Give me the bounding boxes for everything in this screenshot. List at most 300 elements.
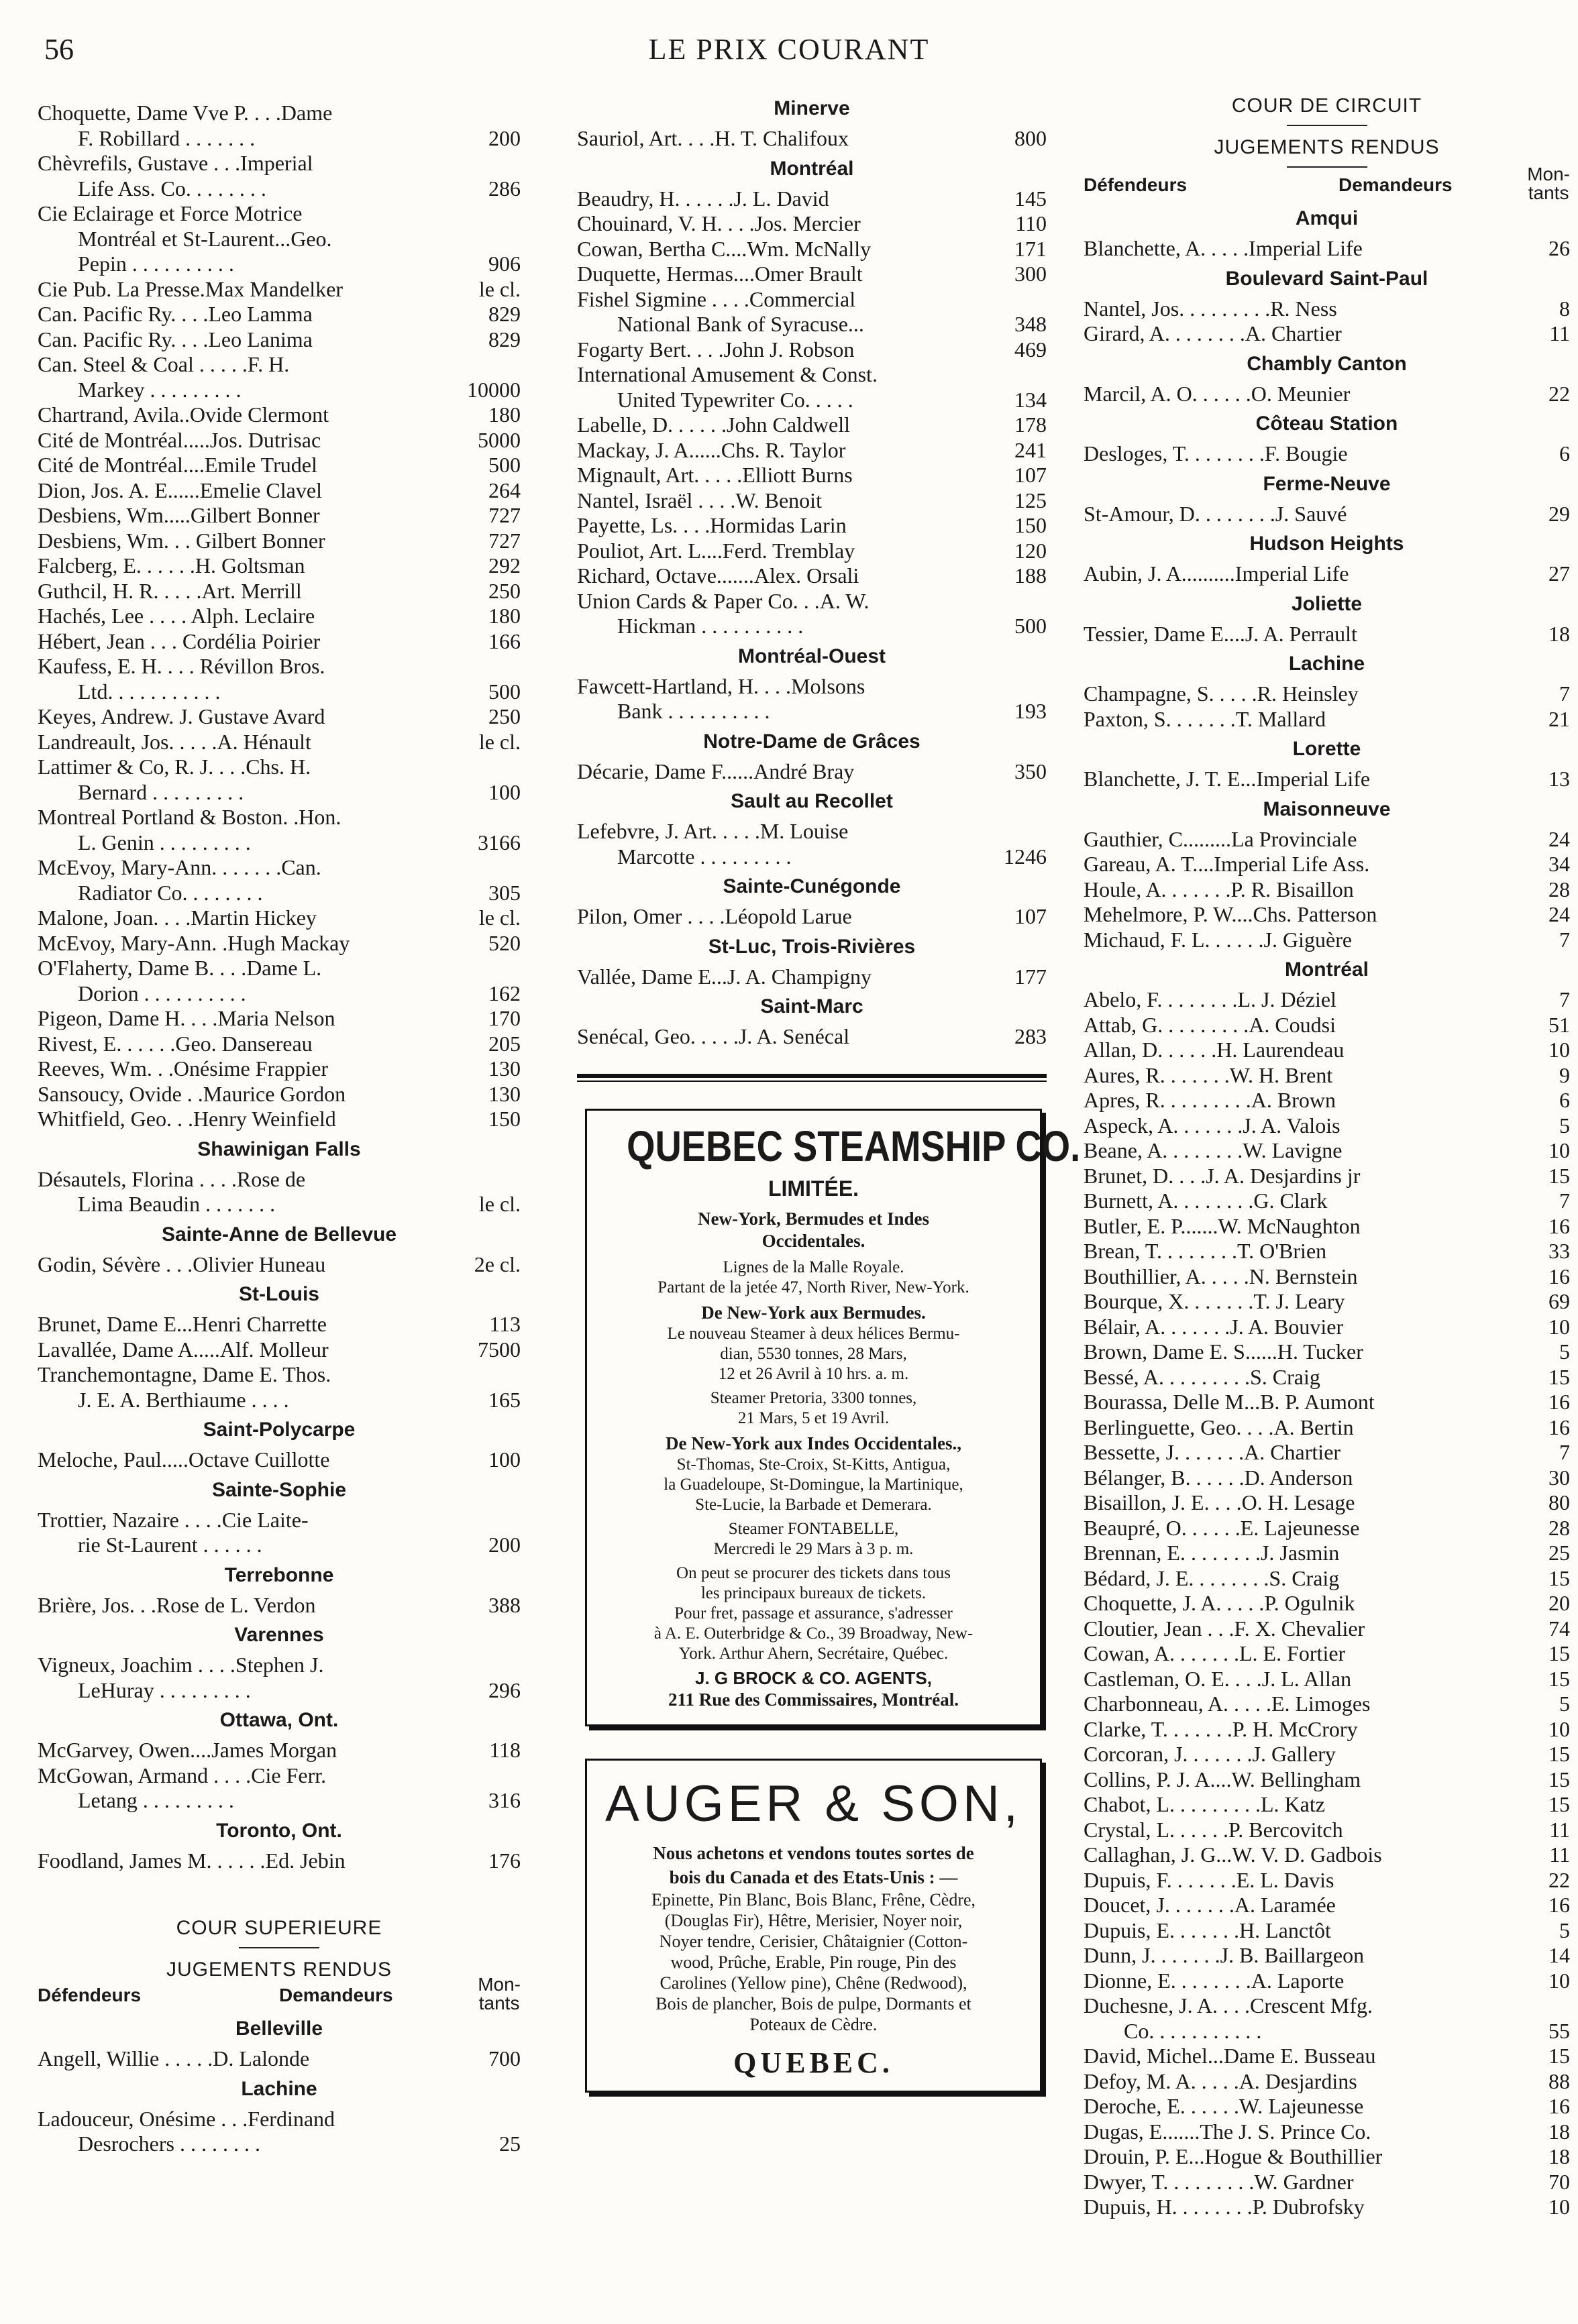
section-heading: Sainte-Anne de Bellevue [161, 1223, 397, 1246]
judgment-row [1084, 1969, 1570, 1994]
ad-line: 12 et 26 Avril à 10 hrs. a. m. [718, 1364, 909, 1383]
parties-text: O'Flaherty, Dame B. . . .Dame L. [38, 956, 322, 980]
amount: 5 [1559, 1339, 1570, 1364]
judgment-row [577, 844, 1047, 870]
parties-text: Life Ass. Co. . . . . . . . [78, 176, 266, 201]
parties-text: Guthcil, H. R. . . . .Art. Merrill [38, 578, 302, 603]
header-plaintiffs: Demandeurs [1338, 174, 1453, 195]
judgment-list [38, 1508, 521, 1558]
parties-text: Clarke, T. . . . . . .P. H. McCrory [1084, 1716, 1358, 1741]
ad-line: Steamer Pretoria, 3300 tonnes, [710, 1388, 917, 1407]
judgment-row [1084, 441, 1570, 467]
ad-line: Carolines (Yellow pine), Chêne (Redwood), [660, 1973, 967, 1993]
amount: 18 [1548, 2144, 1570, 2168]
judgment-list [1084, 681, 1570, 732]
judgment-row [38, 503, 521, 529]
amount: 27 [1548, 561, 1570, 586]
section-heading: Montréal-Ouest [737, 645, 886, 667]
judgment-row [1084, 1013, 1570, 1038]
judgment-row [38, 931, 521, 956]
parties-text: Dion, Jos. A. E......Emelie Clavel [38, 478, 322, 502]
judgment-row [38, 805, 521, 830]
parties-text: Bourassa, Delle M...B. P. Aumont [1084, 1390, 1375, 1414]
parties-text: Payette, Ls. . . .Hormidas Larin [577, 513, 847, 537]
judgment-row [577, 964, 1047, 990]
judgment-row [577, 904, 1047, 930]
judgment-row [1084, 2069, 1570, 2095]
parties-text: Dorion . . . . . . . . . . [78, 981, 246, 1005]
parties-text: Chabot, L. . . . . . . . .L. Katz [1084, 1792, 1325, 1816]
amount: 829 [488, 327, 521, 351]
amount: 107 [1014, 904, 1047, 928]
judgment-row [38, 780, 521, 806]
judgment-row [38, 553, 521, 579]
parties-text: Gauthier, C.........La Provinciale [1084, 826, 1357, 851]
section-heading: Sainte-Cunégonde [723, 875, 901, 897]
judgment-row [1084, 1339, 1570, 1365]
amount: 5 [1559, 1113, 1570, 1138]
amount: 74 [1548, 1616, 1570, 1641]
ad-line: dian, 5530 tonnes, 28 Mars, [720, 1344, 907, 1363]
judgment-row [38, 453, 521, 478]
judgment-row [1084, 382, 1570, 407]
judgment-row [38, 1006, 521, 1032]
ad-line: Noyer tendre, Cerisier, Châtaignier (Cotton- [659, 1931, 968, 1951]
section-heading: Montréal [770, 157, 854, 180]
judgment-row [1084, 1113, 1570, 1139]
amount: 350 [1014, 759, 1047, 783]
amount: 10 [1548, 1038, 1570, 1062]
title-rule [1287, 125, 1367, 126]
judgment-row [1084, 1868, 1570, 1893]
judgments-title: JUGEMENTS RENDUS [1214, 136, 1440, 158]
judgment-list [1084, 441, 1570, 467]
amount: 6 [1559, 1088, 1570, 1112]
parties-text: rie St-Laurent . . . . . . [78, 1533, 262, 1557]
judgment-row [577, 337, 1047, 363]
amount: 110 [1015, 211, 1047, 235]
amount: 16 [1548, 1390, 1570, 1414]
amount: 8 [1559, 296, 1570, 321]
judgment-row [577, 211, 1047, 237]
judgment-row [38, 1447, 521, 1473]
judgment-row [1084, 1717, 1570, 1742]
parties-text: Lattimer & Co, R. J. . . .Chs. H. [38, 755, 311, 779]
parties-text: Décarie, Dame F......André Bray [577, 759, 855, 783]
parties-text: St-Amour, D. . . . . . . .J. Sauvé [1084, 501, 1347, 526]
amount: 15 [1548, 1565, 1570, 1590]
header-amounts-line1: Mon- [478, 1974, 521, 1995]
ad-title: QUEBEC STEAMSHIP CO. [627, 1121, 1081, 1170]
amount: 88 [1548, 2068, 1570, 2093]
amount: 15 [1548, 1364, 1570, 1389]
parties-text: Mehelmore, P. W....Chs. Patterson [1084, 902, 1377, 926]
amount: 1246 [1004, 844, 1047, 869]
section-heading: St-Luc, Trois-Rivières [708, 935, 916, 958]
judgment-row [1084, 1063, 1570, 1089]
judgment-row [577, 614, 1047, 639]
section-heading: Ferme-Neuve [1263, 472, 1391, 495]
parties-text: Castleman, O. E. . . .J. L. Allan [1084, 1666, 1352, 1691]
amount: le cl. [478, 276, 521, 301]
amount: 180 [488, 604, 521, 628]
judgment-list [38, 2107, 521, 2157]
amount: 15 [1548, 2044, 1570, 2068]
header-amounts-line1: Mon- [1527, 164, 1570, 184]
amount: 24 [1548, 826, 1570, 851]
amount: 250 [488, 704, 521, 728]
ad-title: AUGER & SON, [605, 1775, 1022, 1832]
judgment-list [38, 1167, 521, 1217]
parties-text: Cloutier, Jean . . .F. X. Chevalier [1084, 1616, 1365, 1641]
judgment-row [38, 1362, 521, 1388]
parties-text: Foodland, James M. . . . . .Ed. Jebin [38, 1848, 346, 1873]
judgment-row [38, 1763, 521, 1789]
amount: 30 [1548, 1465, 1570, 1490]
amount: 145 [1014, 186, 1047, 211]
section-heading: Boulevard Saint-Paul [1225, 267, 1428, 290]
judgment-row [1084, 1566, 1570, 1592]
section-heading: Chambly Canton [1247, 352, 1407, 375]
judgment-row [38, 1848, 521, 1874]
parties-text: Abelo, F. . . . . . . .L. J. Déziel [1084, 987, 1336, 1011]
amount: 28 [1548, 1515, 1570, 1540]
judgment-row [1084, 1616, 1570, 1642]
parties-text: Michaud, F. L. . . . . .J. Giguère [1084, 927, 1353, 952]
judgment-row [38, 201, 521, 227]
parties-text: Bernard . . . . . . . . . [78, 779, 244, 804]
table-header [1084, 164, 1570, 203]
amount: 6 [1559, 441, 1570, 465]
amount: 10000 [467, 377, 521, 402]
parties-text: McEvoy, Mary-Ann. . . . . . .Can. [38, 855, 321, 879]
judgment-list [1084, 382, 1570, 407]
judgment-row [1084, 1490, 1570, 1516]
parties-text: Dunn, J. . . . . . .J. B. Baillargeon [1084, 1943, 1365, 1967]
table-header [38, 1974, 521, 2013]
parties-text: Bélanger, B. . . . . .D. Anderson [1084, 1465, 1353, 1490]
column-middle [577, 97, 1081, 2093]
parties-text: Sansoucy, Ovide . .Maurice Gordon [38, 1081, 346, 1106]
judgment-row [38, 2132, 521, 2157]
judgment-list [1084, 987, 1570, 2220]
ad-line: Le nouveau Steamer à deux hélices Bermu- [667, 1324, 960, 1343]
amount: 906 [488, 252, 521, 276]
parties-text: Apres, R. . . . . . . . .A. Brown [1084, 1088, 1336, 1112]
judgment-list [38, 101, 521, 1132]
parties-text: Dionne, E. . . . . . . .A. Laporte [1084, 1968, 1345, 1993]
amount: 70 [1548, 2169, 1570, 2194]
parties-text: Hachés, Lee . . . . Alph. Leclaire [38, 604, 315, 628]
parties-text: Beaudry, H. . . . . .J. L. David [577, 186, 829, 211]
parties-text: Blanchette, J. T. E...Imperial Life [1084, 767, 1371, 791]
parties-text: National Bank of Syracuse... [617, 312, 864, 336]
judgment-row [38, 126, 521, 152]
parties-text: Pigeon, Dame H. . . .Maria Nelson [38, 1006, 335, 1030]
judgment-row [38, 956, 521, 981]
section-heading: St-Louis [239, 1283, 319, 1305]
judgment-row [1084, 681, 1570, 707]
amount: 16 [1548, 1893, 1570, 1917]
parties-text: McGarvey, Owen....James Morgan [38, 1738, 337, 1762]
amount: 171 [1014, 236, 1047, 261]
amount: 22 [1548, 1867, 1570, 1892]
judgment-row [38, 604, 521, 629]
judgment-row [1084, 877, 1570, 903]
page-title: LE PRIX COURANT [648, 33, 930, 66]
parties-text: Aures, R. . . . . . .W. H. Brent [1084, 1062, 1333, 1087]
judgment-row [38, 428, 521, 453]
amount: 25 [499, 2132, 521, 2156]
judgment-row [1084, 1842, 1570, 1868]
section-heading: Shawinigan Falls [197, 1138, 361, 1160]
parties-text: Kaufess, E. H. . . . Révillon Bros. [38, 654, 325, 678]
judgment-row [38, 2046, 521, 2072]
parties-text: Hickman . . . . . . . . . . [617, 614, 804, 638]
parties-text: Dupuis, H. . . . . . . .P. Dubrofsky [1084, 2195, 1365, 2219]
judgment-row [1084, 236, 1570, 262]
amount: 16 [1548, 1415, 1570, 1439]
parties-text: Reeves, Wm. . .Onésime Frappier [38, 1056, 329, 1081]
ad-line: Bois de plancher, Bois de pulpe, Dormants et [655, 1993, 971, 2013]
parties-text: Brunet, Dame E...Henri Charrette [38, 1312, 327, 1336]
amount: 11 [1549, 321, 1570, 345]
parties-text: F. Robillard . . . . . . . [78, 125, 256, 150]
judgment-list [38, 1738, 521, 1814]
amount: 13 [1548, 767, 1570, 791]
judgment-row [38, 755, 521, 780]
judgment-row [38, 402, 521, 428]
parties-text: Montreal Portland & Boston. .Hon. [38, 805, 341, 829]
amount: 388 [488, 1592, 521, 1617]
parties-text: Can. Pacific Ry. . . .Leo Lanima [38, 327, 313, 351]
amount: 100 [488, 1447, 521, 1472]
ad-line: Pour fret, passage et assurance, s'adresser [674, 1604, 953, 1622]
ad-line: De New-York aux Indes Occidentales., [666, 1433, 961, 1453]
parties-text: Drouin, P. E...Hogue & Bouthillier [1084, 2144, 1383, 2168]
parties-text: J. E. A. Berthiaume . . . . [78, 1387, 289, 1412]
parties-text: Doucet, J. . . . . . .A. Laramée [1084, 1893, 1336, 1917]
judgment-row [1084, 1239, 1570, 1264]
amount: 134 [1014, 387, 1047, 412]
section-heading: Sault au Recollet [731, 790, 893, 812]
judgment-list [38, 1312, 521, 1413]
parties-text: Charbonneau, A. . . . .E. Limoges [1084, 1692, 1371, 1716]
advertisement-auger-son [585, 1759, 1042, 2093]
section-heading: Joliette [1291, 592, 1363, 615]
header-amounts-line2: tants [1528, 182, 1569, 203]
section-heading: Minerve [774, 97, 850, 119]
parties-text: Fogarty Bert. . . .John J. Robson [577, 337, 855, 362]
judgment-list [577, 186, 1047, 639]
parties-text: International Amusement & Const. [577, 362, 878, 386]
header-defendants: Défendeurs [38, 1985, 142, 2005]
judgment-row [577, 589, 1047, 614]
parties-text: Co. . . . . . . . . . . [1124, 2018, 1262, 2043]
ad-city: QUEBEC. [733, 2046, 894, 2079]
judgment-row [1084, 1943, 1570, 1969]
judgment-row [1084, 2170, 1570, 2195]
judgment-row [1084, 1893, 1570, 1918]
judgment-row [1084, 1818, 1570, 1843]
judgment-row [1084, 2044, 1570, 2069]
amount: 51 [1548, 1012, 1570, 1037]
judgment-row [38, 905, 521, 931]
parties-text: Choquette, J. A. . . . .P. Ogulnik [1084, 1591, 1355, 1615]
amount: 10 [1548, 1968, 1570, 1993]
ad-line: bois du Canada et des Etats-Unis : — [669, 1867, 958, 1887]
parties-text: Bessé, A. . . . . . . . .S. Craig [1084, 1364, 1320, 1389]
parties-text: Bédard, J. E. . . . . . . .S. Craig [1084, 1565, 1340, 1590]
judgment-list [577, 904, 1047, 930]
judgment-row [1084, 1214, 1570, 1239]
section-heading: Lachine [1288, 653, 1365, 675]
judgment-row [1084, 1365, 1570, 1390]
parties-text: Malone, Joan. . . .Martin Hickey [38, 905, 317, 930]
judgment-list [38, 1593, 521, 1618]
amount: 241 [1014, 437, 1047, 462]
ad-line: Mercredi le 29 Mars à 3 p. m. [713, 1539, 914, 1558]
parties-text: Berlinguette, Geo. . . .A. Bertin [1084, 1415, 1354, 1439]
amount: 500 [1014, 614, 1047, 638]
amount: 150 [488, 1107, 521, 1131]
amount: 130 [488, 1056, 521, 1081]
parties-text: Markey . . . . . . . . . [78, 377, 242, 402]
amount: 5 [1559, 1692, 1570, 1716]
judgment-list [1084, 622, 1570, 647]
amount: 7 [1559, 987, 1570, 1011]
amount: le cl. [478, 729, 521, 754]
judgment-row [577, 186, 1047, 212]
amount: 10 [1548, 1138, 1570, 1162]
amount: 286 [488, 176, 521, 201]
parties-text: Aubin, J. A..........Imperial Life [1084, 561, 1349, 586]
ad-line: Lignes de la Malle Royale. [723, 1258, 904, 1276]
amount: 7 [1559, 1440, 1570, 1464]
parties-text: Radiator Co. . . . . . . . [78, 880, 263, 905]
parties-text: David, Michel...Dame E. Busseau [1084, 2044, 1376, 2068]
parties-text: Tessier, Dame E....J. A. Perrault [1084, 621, 1357, 646]
amount: 193 [1014, 699, 1047, 723]
judgment-list [38, 1252, 521, 1278]
ad-line: De New-York aux Bermudes. [701, 1302, 926, 1323]
amount: 150 [1014, 513, 1047, 537]
amount: 800 [1014, 126, 1047, 150]
amount: 305 [488, 880, 521, 905]
parties-text: Trottier, Nazaire . . . .Cie Laite- [38, 1507, 309, 1532]
amount: 180 [488, 402, 521, 427]
judgment-row [38, 1192, 521, 1217]
parties-text: Bisaillon, J. E. . . .O. H. Lesage [1084, 1490, 1355, 1514]
judgment-row [577, 287, 1047, 313]
parties-text: Desbiens, Wm. . . Gilbert Bonner [38, 528, 325, 553]
court-title: COUR DE CIRCUIT [1231, 95, 1422, 117]
judgment-row [577, 759, 1047, 785]
section-heading: Lorette [1292, 738, 1361, 760]
amount: 107 [1014, 463, 1047, 487]
parties-text: Lavallée, Dame A.....Alf. Molleur [38, 1337, 329, 1362]
parties-text: Desbiens, Wm.....Gilbert Bonner [38, 503, 320, 527]
amount: 264 [488, 478, 521, 502]
judgments-title: JUGEMENTS RENDUS [166, 1958, 392, 1981]
amount: 469 [1014, 337, 1047, 362]
parties-text: Bourque, X. . . . . . .T. J. Leary [1084, 1289, 1345, 1313]
parties-text: Pepin . . . . . . . . . . [78, 252, 234, 276]
section-heading: Varennes [234, 1624, 324, 1646]
amount: 113 [489, 1312, 521, 1336]
parties-text: Angell, Willie . . . . .D. Lalonde [38, 2046, 310, 2070]
judgment-row [1084, 1516, 1570, 1541]
parties-text: Gareau, A. T....Imperial Life Ass. [1084, 852, 1370, 876]
parties-text: Desrochers . . . . . . . . [78, 2132, 260, 2156]
amount: 10 [1548, 2195, 1570, 2219]
parties-text: Butler, E. P.......W. McNaughton [1084, 1213, 1361, 1238]
judgment-row [1084, 502, 1570, 527]
parties-text: Keyes, Andrew. J. Gustave Avard [38, 704, 325, 728]
judgment-row [38, 679, 521, 705]
amount: 15 [1548, 1641, 1570, 1665]
section-heading: Toronto, Ont. [216, 1819, 342, 1842]
amount: 18 [1548, 621, 1570, 646]
amount: 15 [1548, 1742, 1570, 1766]
parties-text: Duquette, Hermas....Omer Brault [577, 262, 863, 286]
amount: 7500 [478, 1337, 521, 1362]
parties-text: Cie Pub. La Presse.Max Mandelker [38, 276, 344, 301]
judgment-row [38, 327, 521, 353]
header-plaintiffs: Demandeurs [279, 1985, 393, 2005]
judgment-row [38, 1312, 521, 1337]
amount: 118 [489, 1738, 521, 1762]
parties-text: Chouinard, V. H. . . .Jos. Mercier [577, 211, 861, 235]
ad-line: la Guadeloupe, St-Domingue, la Martinique, [664, 1475, 963, 1494]
judgment-row [1084, 2195, 1570, 2220]
judgment-row [38, 1788, 521, 1814]
judgment-row [577, 237, 1047, 262]
parties-text: Dupuis, E. . . . . . .H. Lanctôt [1084, 1918, 1331, 1942]
amount: 21 [1548, 706, 1570, 731]
judgment-row [1084, 1742, 1570, 1767]
judgment-row [38, 1056, 521, 1082]
parties-text: Deroche, E. . . . . .W. Lajeunesse [1084, 2094, 1364, 2118]
ad-line: Epinette, Pin Blanc, Bois Blanc, Frêne, Cèdre, [651, 1889, 976, 1910]
amount: 34 [1548, 852, 1570, 876]
judgment-row [577, 412, 1047, 438]
ad-line: (Douglas Fir), Hêtre, Merisier, Noyer noir, [664, 1910, 963, 1930]
court-title: COUR SUPERIEURE [176, 1917, 382, 1939]
judgment-row [577, 463, 1047, 488]
judgment-row [38, 352, 521, 378]
section-heading: Terrebonne [224, 1563, 334, 1586]
judgment-list [38, 1447, 521, 1473]
amount: 2e cl. [474, 1252, 521, 1276]
amount: 24 [1548, 902, 1570, 926]
parties-text: Fawcett-Hartland, H. . . .Molsons [577, 673, 865, 698]
judgment-row [1084, 1164, 1570, 1189]
judgment-row [38, 2107, 521, 2132]
amount: 120 [1014, 538, 1047, 563]
judgment-row [1084, 1138, 1570, 1164]
amount: 727 [488, 528, 521, 553]
parties-text: Brean, T. . . . . . . .T. O'Brien [1084, 1239, 1327, 1263]
parties-text: Beane, A. . . . . . . .W. Lavigne [1084, 1138, 1343, 1162]
judgment-row [1084, 1440, 1570, 1465]
column-right [1084, 95, 1570, 2220]
judgment-row [38, 654, 521, 679]
parties-text: Pouliot, Art. L....Ferd. Tremblay [577, 538, 855, 563]
parties-text: Bank . . . . . . . . . . [617, 699, 770, 723]
judgment-row [38, 1653, 521, 1678]
judgment-row [1084, 622, 1570, 647]
